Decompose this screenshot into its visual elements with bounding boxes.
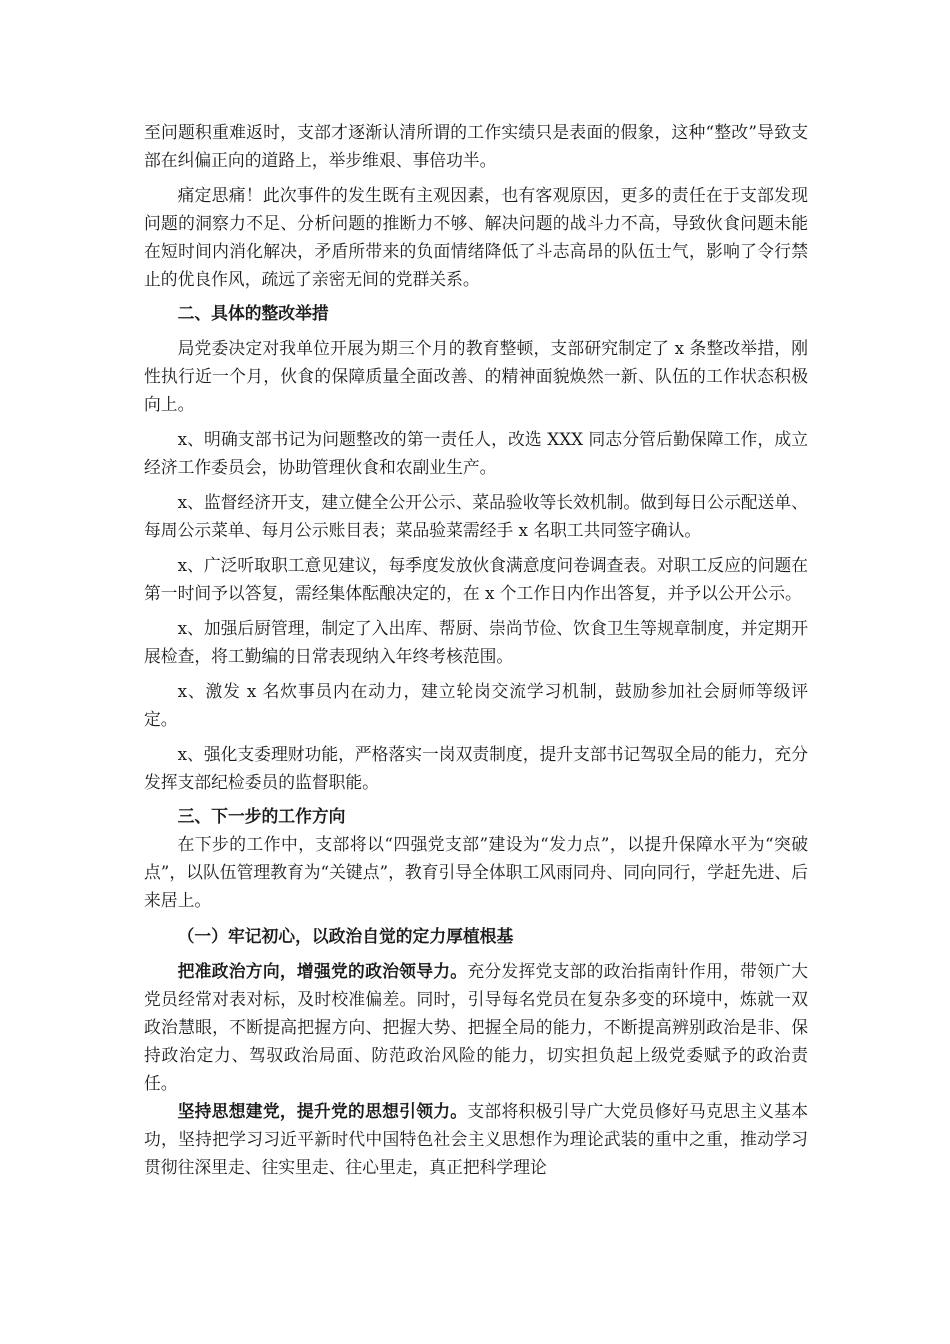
document-body [144,118,808,1181]
measure-item: x、加强后厨管理，制定了入出库、帮厨、崇尚节俭、饮食卫生等规章制度，并定期开展检查，将工勤编的日常表现纳入年终考核范围。 [144,618,808,666]
measure-item: x、明确支部书记为问题整改的第一责任人，改选 XXX 同志分管后勤保障工作，成立经济工作委员会，协助管理伙食和农副业生产。 [144,429,808,477]
measure-item: x、监督经济开支，建立健全公开公示、菜品验收等长效机制。做到每日公示配送单、每周公示菜单、每月公示账目表；菜品验菜需经手 x 名职工共同签字确认。 [144,492,808,540]
paragraph-thought-body: 支部将积极引导广大党员修好马克思主义基本功，坚持把学习习近平新时代中国特色社会主义思想作为理论武装的重中之重，推动学习贯彻往深里走、往实里走、往心里走，真正把科学理论 [144,1101,808,1177]
paragraph-thought [144,1097,808,1181]
section-heading-measures: 二、具体的整改举措 [177,303,329,323]
paragraph-measures-intro: 局党委决定对我单位开展为期三个月的教育整顿，支部研究制定了 x 条整改举措，刚性执行近一个月，伙食的保障质量全面改善、的精神面貌焕然一新、队伍的工作状态积极向上。 [144,338,808,414]
paragraph-political-body: 充分发挥党支部的政治指南针作用，带领广大党员经常对表对标，及时校准偏差。同时，引导每名党员在复杂多变的环境中，炼就一双政治慧眼，不断提高把握方向、把握大势、把握全局的能力，不断提高辨别政治是非、保持政治定力、驾驭政治局面、防范政治风险的能力，切实担负起上级党委赋予的政治责任。 [144,961,808,1093]
subsection-heading-original-aspiration: （一）牢记初心，以政治自觉的定力厚植根基 [177,926,514,946]
measure-item: x、广泛听取职工意见建议，每季度发放伙食满意度问卷调查表。对职工反应的问题在第一时间予以答复，需经集体酝酿决定的，在 x 个工作日内作出答复，并予以公开公示。 [144,555,808,603]
paragraph-continuation: 至问题积重难返时，支部才逐渐认清所谓的工作实绩只是表面的假象，这种“整改”导致支部在纠偏正向的道路上，举步维艰、事倍功半。 [144,122,808,170]
paragraph-thought-lead: 坚持思想建党，提升党的思想引领力。 [177,1101,468,1121]
section-heading-direction: 三、下一步的工作方向 [177,806,346,826]
measure-item: x、强化支委理财功能，严格落实一岗双责制度，提升支部书记驾驭全局的能力，充分发挥支部纪检委员的监督职能。 [144,744,808,792]
paragraph-pain: 痛定思痛！此次事件的发生既有主观因素，也有客观原因，更多的责任在于支部发现问题的洞察力不足、分析问题的推断力不够、解决问题的战斗力不高，导致伙食问题未能在短时间内消化解决，矛盾所带来的负面情绪降低了斗志高昂的队伍士气，影响了令行禁止的优良作风，疏远了亲密无间的党群关系。 [144,185,808,289]
paragraph-political [144,957,808,1097]
measure-item: x、激发 x 名炊事员内在动力，建立轮岗交流学习机制，鼓励参加社会厨师等级评定。 [144,681,808,729]
paragraph-direction: 在下步的工作中，支部将以“四强党支部”建设为“发力点”，以提升保障水平为“突破点”，以队伍管理教育为“关键点”，教育引导全体职工风雨同舟、同向同行，学赶先进、后来居上。 [144,834,808,910]
paragraph-political-lead: 把准政治方向，增强党的政治领导力。 [177,961,468,981]
